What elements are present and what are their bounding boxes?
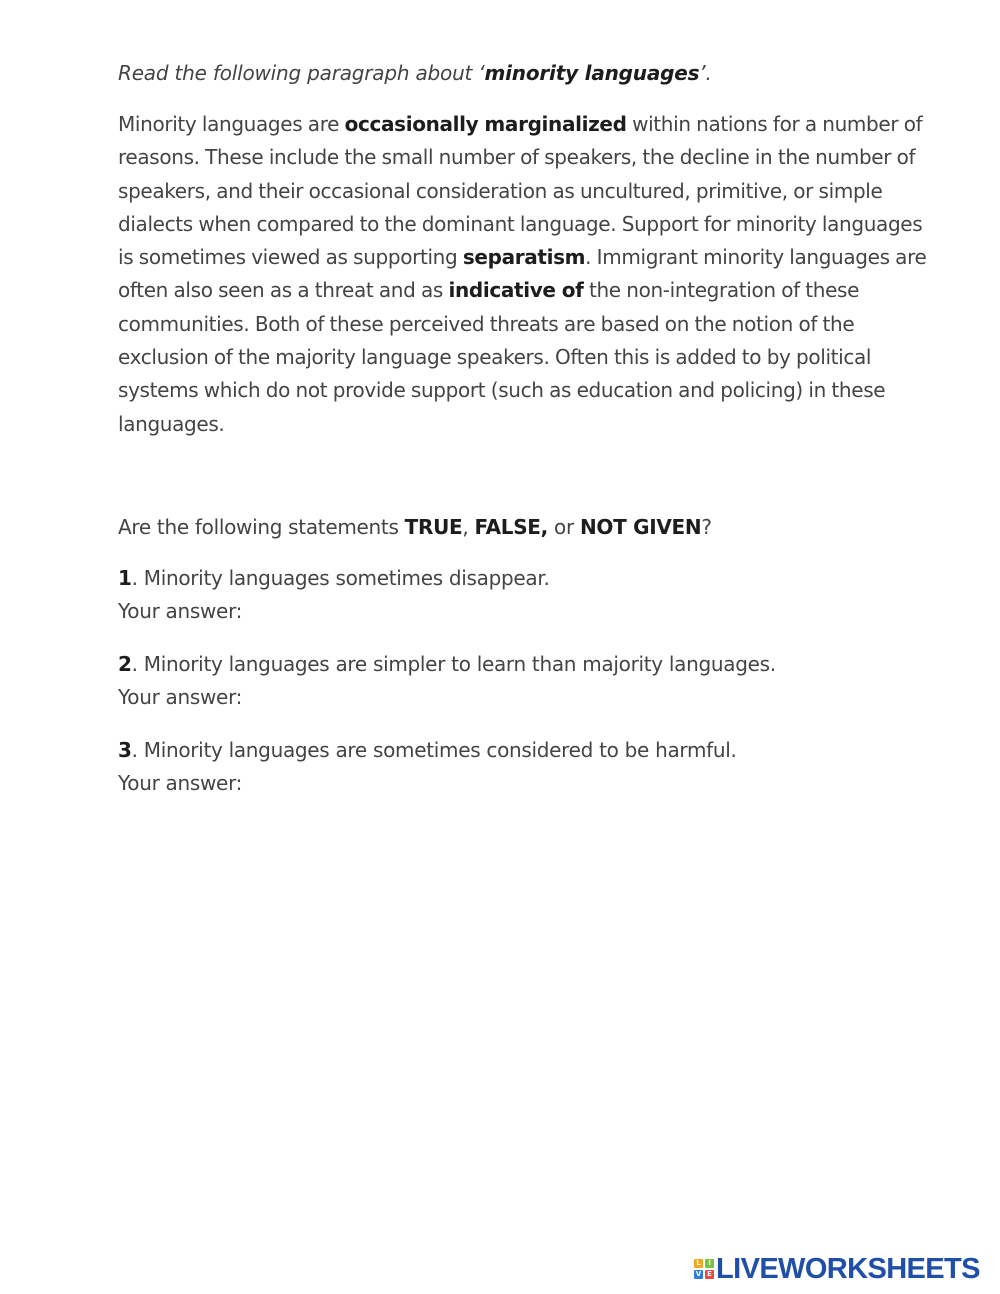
keyword-separatism: separatism: [462, 245, 586, 270]
paragraph-text: . Immigrant minority languages are often also seen as a threat and as: [118, 245, 927, 303]
question-text: . Minority languages are sometimes considered to be harmful.: [131, 737, 737, 762]
instruction: [118, 58, 938, 88]
option-true: TRUE: [404, 514, 463, 539]
logo-square: L: [694, 1259, 703, 1268]
paragraph-text: the non-integration of these communities. Both of these perceived threats are based on the notion of the exclusion of the majority language speakers. Often this is added to by political systems which do not provide support (such as education and policing) in these languages.: [118, 278, 886, 436]
prompt-separator: or: [547, 514, 580, 539]
question-number: 1: [118, 565, 132, 590]
worksheet-page: [118, 58, 938, 800]
answer-field[interactable]: Your answer:: [118, 598, 243, 623]
reading-paragraph: [118, 108, 938, 441]
question-text: . Minority languages sometimes disappear.: [131, 565, 550, 590]
logo-square: I: [705, 1259, 714, 1268]
prompt-end: ?: [701, 514, 712, 539]
logo-square: E: [705, 1270, 714, 1279]
keyword-indicative-of: indicative of: [448, 278, 584, 303]
option-false: FALSE,: [474, 514, 548, 539]
instruction-text: Read the following paragraph about ‘: [118, 61, 485, 85]
question-number: 2: [118, 651, 132, 676]
logo-mark-icon: [694, 1259, 714, 1279]
question-1: [118, 562, 938, 628]
question-2: [118, 648, 938, 714]
prompt-separator: ,: [462, 514, 475, 539]
logo-text: LIVEWORKSHEETS: [716, 1253, 980, 1285]
paragraph-text: within nations for a number of reasons. These include the small number of speakers, the decline in the number of speakers, and their occasional consideration as uncultured, primitive, or simple dialects when compared to the dominant language. Support for minority languages is sometimes viewed as supporting: [118, 112, 923, 270]
answer-field[interactable]: Your answer:: [118, 770, 243, 795]
paragraph-text: Minority languages are: [118, 112, 345, 136]
instruction-topic: minority languages: [484, 61, 700, 85]
question-prompt: [118, 512, 938, 542]
logo-square: V: [695, 1270, 702, 1278]
keyword-occasionally-marginalized: occasionally marginalized: [344, 112, 627, 136]
answer-field[interactable]: Your answer:: [118, 684, 243, 709]
question-text: . Minority languages are simpler to learn than majority languages.: [131, 651, 776, 676]
instruction-end: ’.: [699, 61, 712, 85]
prompt-text: Are the following statements: [118, 514, 405, 539]
liveworksheets-logo: [694, 1253, 980, 1285]
question-3: [118, 734, 938, 800]
option-not-given: NOT GIVEN: [579, 514, 702, 539]
question-number: 3: [118, 737, 132, 762]
